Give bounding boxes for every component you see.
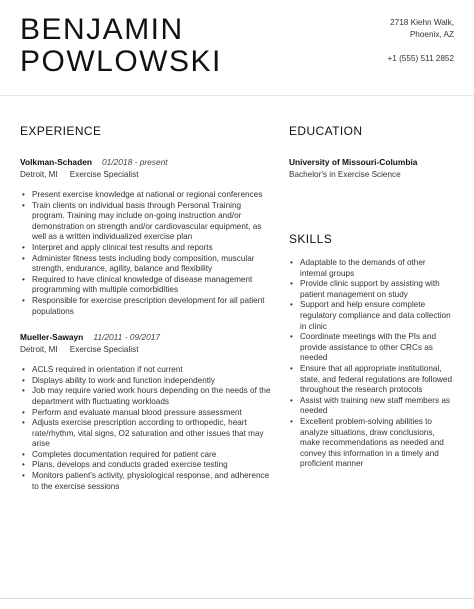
experience-column [20,124,275,492]
education-entry [289,157,454,180]
job-meta [20,344,275,355]
skill-item: • Adaptable to the demands of other internal groups [289,258,454,279]
job-role: Exercise Specialist [69,345,139,355]
job-bullet: • Train clients on individual basis through Personal Training program. Training may include on-going instruction and/or demonstration on strength and/or cardiovascular equipment, as well as a written individualized exercise plan [20,201,275,243]
job-role: Exercise Specialist [69,170,139,179]
job-dates: 01/2018 - present [101,157,168,167]
job-bullet: • Plans, develops and conducts graded exercise testing [20,460,275,471]
experience-heading: EXPERIENCE [20,124,102,138]
skill-item: • Support and help ensure complete regulatory compliance and data collection in clinic [289,300,454,332]
skill-item: • Ensure that all appropriate institutional, state, and federal regulations are followed throughout the research protocols [289,364,454,396]
skills-list [289,258,454,470]
skill-item: • Provide clinic support by assisting with patient management on study [289,279,454,300]
job-bullet: • Present exercise knowledge at national or regional conferences [20,190,275,201]
job-entry [20,157,275,317]
sidebar-column [289,124,454,470]
job-bullets [20,190,275,317]
header-divider [0,95,474,96]
job-entry [20,332,275,492]
job-bullet: • Completes documentation required for patient care [20,450,275,461]
address-city: Phoenix, AZ [409,30,454,39]
name-last: POWLOWSKI [20,45,222,78]
job-bullets [20,365,275,492]
job-bullet: • Required to have clinical knowledge of disease management programming with multiple comorbidities [20,275,275,296]
job-meta [20,169,275,180]
skill-item: • Assist with training new staff members as needed [289,396,454,417]
candidate-name [20,14,222,78]
job-bullet: • Perform and evaluate manual blood pressure assessment [20,408,275,419]
job-location: Detroit, MI [20,170,58,179]
skill-item: • Excellent problem-solving abilities to analyze situations, draw conclusions, make recommendations as needed and convey this information in a timely and proficient manner [289,417,454,470]
job-location: Detroit, MI [20,345,58,355]
job-bullet: • Interpret and apply clinical test results and reports [20,243,275,254]
job-header [20,332,275,343]
skill-item: • Coordinate meetings with the PIs and provide assistance to other CRCs as needed [289,332,454,364]
job-bullet: • Adjusts exercise prescription according to orthopedic, heart rate/rhythm, vital signs, O2 saturation and other issues that may arise [20,418,275,450]
skills-heading: SKILLS [289,232,333,246]
job-header [20,157,275,168]
job-bullet: • Responsible for exercise prescription development for all patient populations [20,296,275,317]
job-bullet: • Monitors patient's activity, physiological response, and adherence to the exercise sessions [20,471,275,492]
job-bullet: • Administer fitness tests including body composition, muscular strength, endurance, agility, balance and flexibility [20,254,275,275]
footer-divider [0,598,474,599]
contact-info [387,17,454,65]
education-school: University of Missouri-Columbia [289,157,418,167]
phone-number: +1 (555) 511 2852 [387,54,454,63]
address-street: 2718 Kiehn Walk, [390,18,454,27]
job-company: Volkman-Schaden [20,157,92,167]
job-bullet: • Displays ability to work and function independently [20,376,275,387]
resume-header [0,0,474,95]
name-first: BENJAMIN [20,13,184,46]
education-degree: Bachelor's in Exercise Science [289,170,401,179]
job-bullet: • ACLS required in orientation if not current [20,365,275,376]
job-bullet: • Job may require varied work hours depending on the needs of the department with fluctuating workloads [20,386,275,407]
job-dates: 11/2011 - 09/2017 [93,332,161,343]
education-heading: EDUCATION [289,124,363,138]
job-company: Mueller-Sawayn [20,332,84,343]
